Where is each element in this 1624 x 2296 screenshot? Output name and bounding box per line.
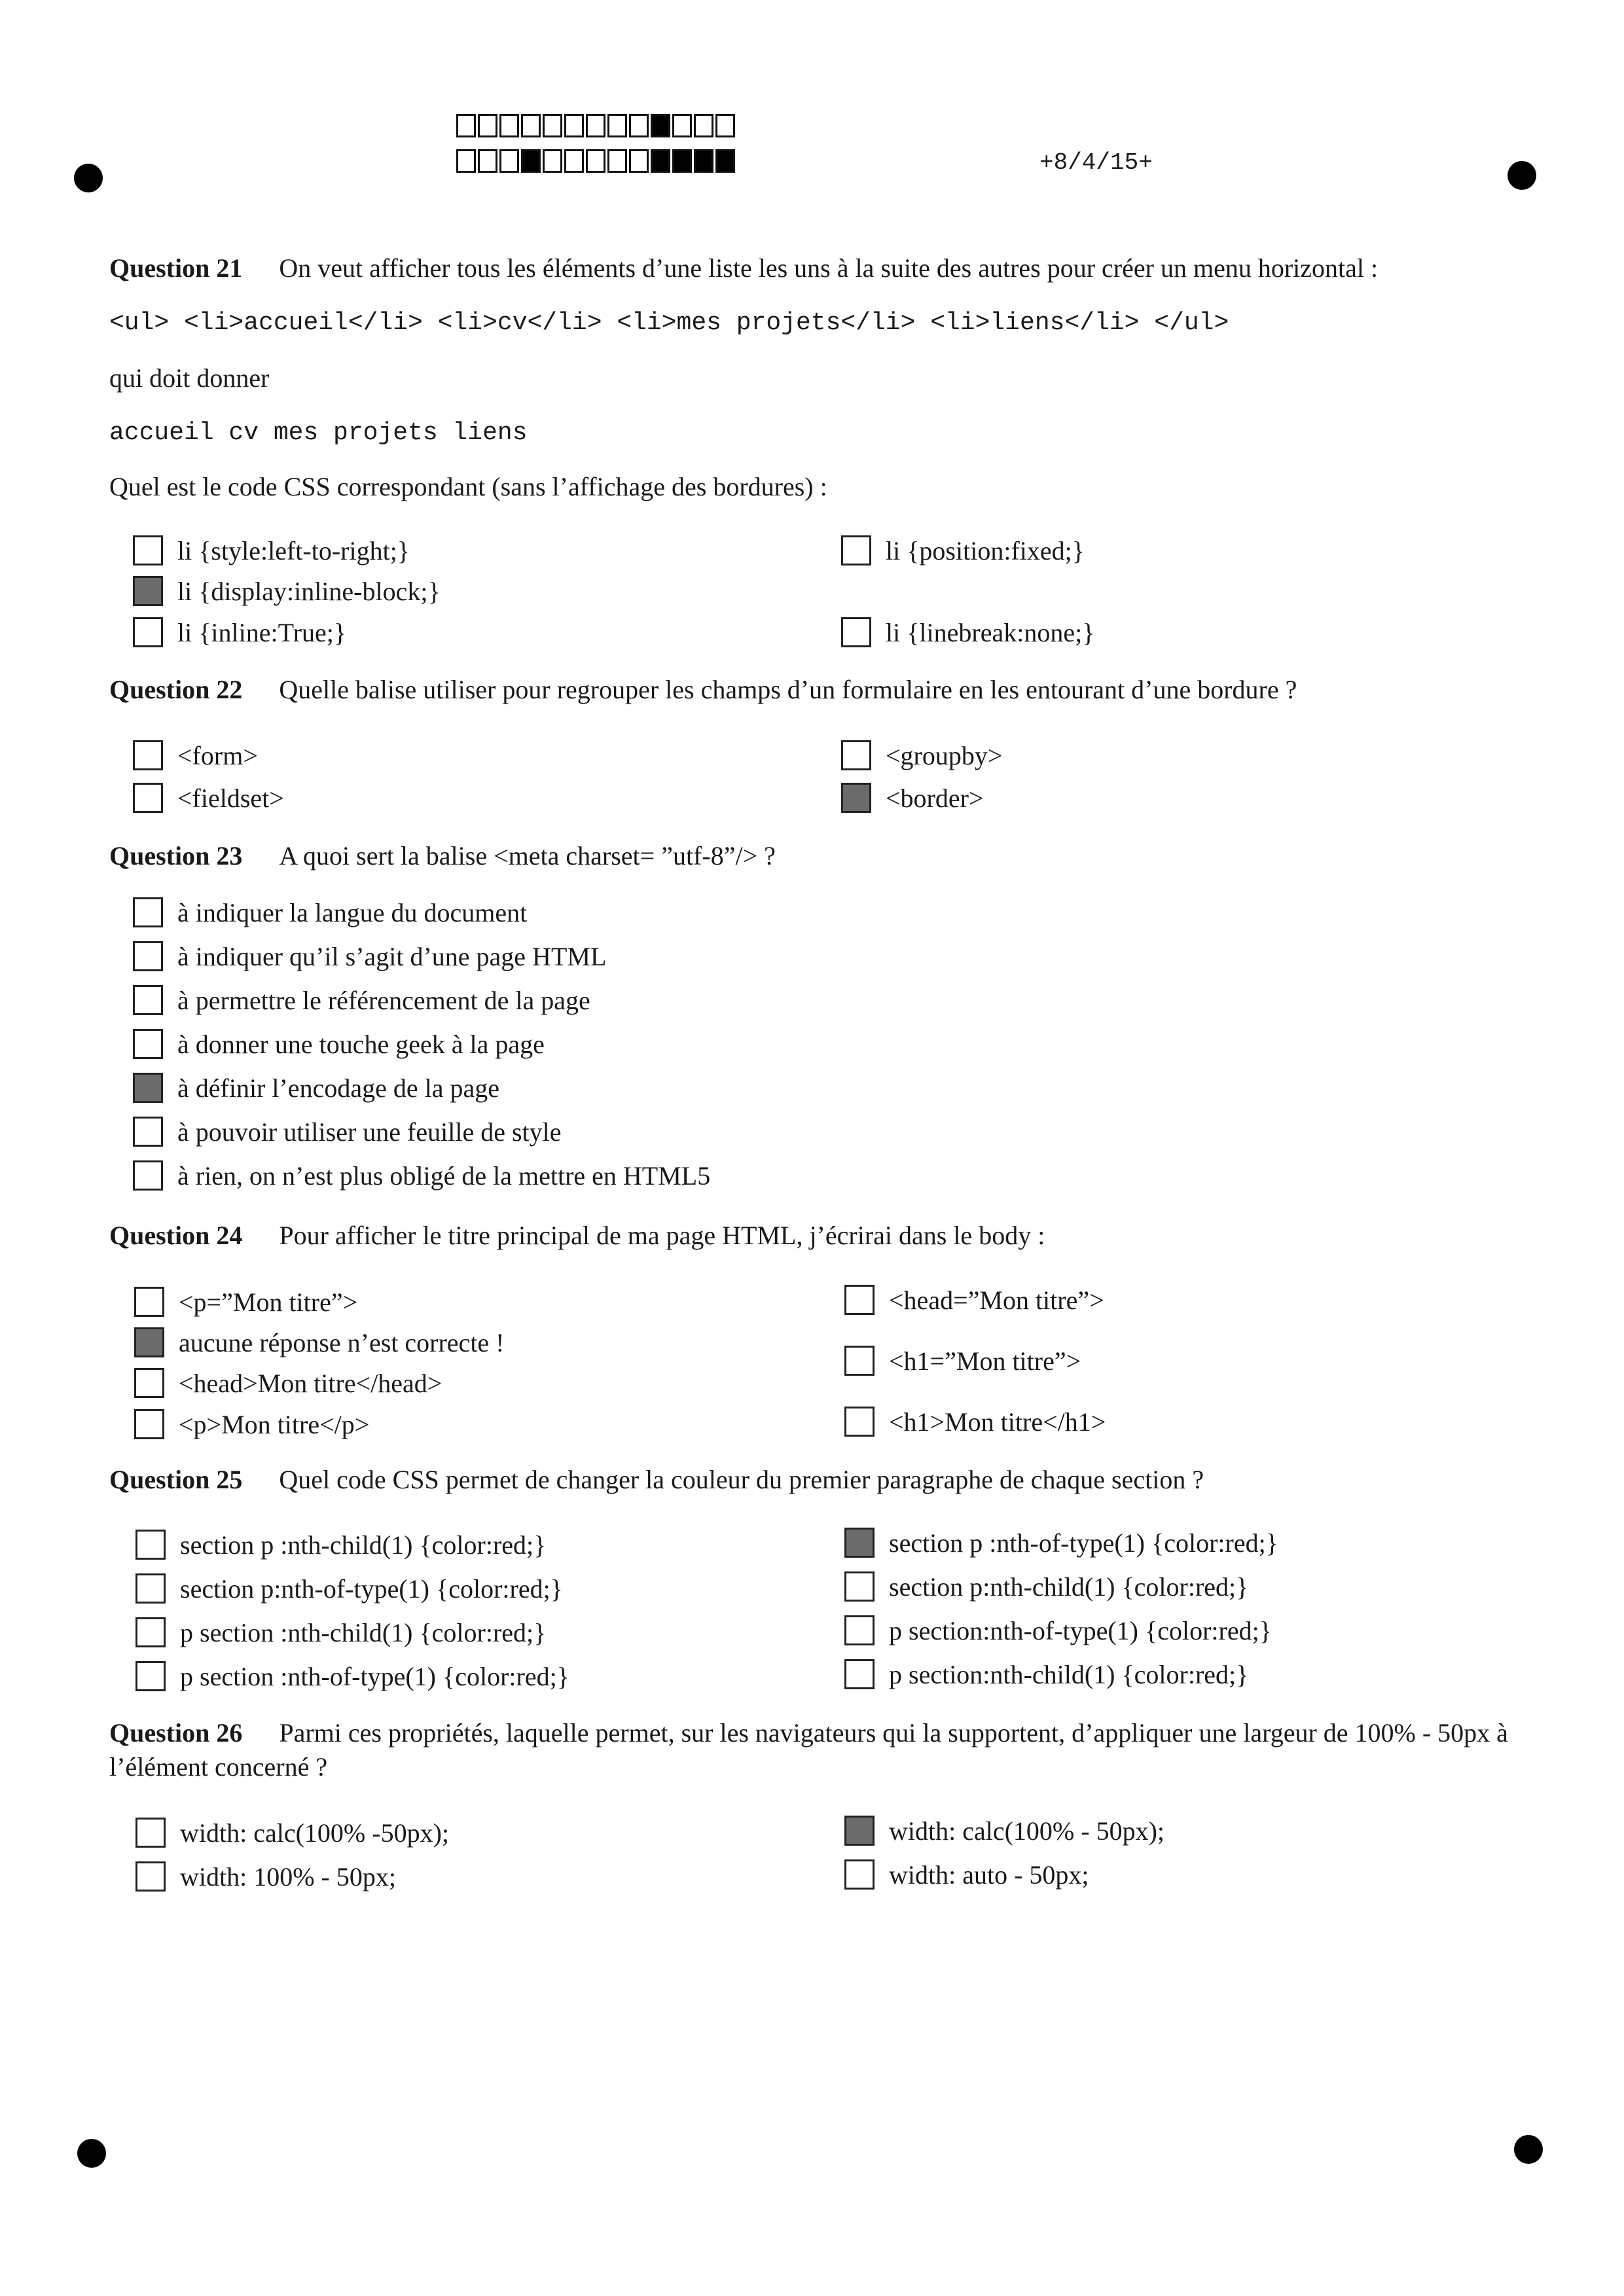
option-label: p section:nth-of-type(1) {color:red;} — [889, 1615, 1272, 1645]
code-cell — [564, 114, 584, 137]
q24-option[interactable] — [134, 1366, 442, 1400]
question-text: Quelle balise utiliser pour regrouper les champs d’un formulaire en les entourant d’une bordure ? — [279, 675, 1297, 704]
option-label: <border> — [886, 783, 984, 813]
checkbox[interactable] — [134, 1287, 164, 1317]
option-label: à permettre le référencement de la page — [177, 985, 590, 1015]
code-cell — [715, 114, 735, 137]
checkbox[interactable] — [133, 617, 163, 647]
q21-text-3: Quel est le code CSS correspondant (sans l’affichage des bordures) : — [109, 472, 827, 501]
q21-result: accueil cv mes projets liens — [109, 419, 528, 447]
q23-option[interactable] — [133, 1158, 710, 1193]
q25-option[interactable] — [844, 1613, 1272, 1647]
code-cell — [607, 149, 627, 173]
q22-option[interactable] — [133, 781, 284, 815]
question-number: Question 26 — [109, 1718, 243, 1748]
option-label: section p:nth-of-type(1) {color:red;} — [180, 1573, 563, 1604]
checkbox[interactable] — [133, 535, 163, 565]
checkbox[interactable] — [135, 1861, 166, 1892]
q26-option[interactable] — [844, 1814, 1164, 1848]
code-cell — [672, 114, 692, 137]
option-label: li {display:inline-block;} — [177, 576, 441, 606]
option-label: <fieldset> — [177, 783, 284, 813]
q24-option[interactable] — [134, 1325, 505, 1359]
question-text: Pour afficher le titre principal de ma page HTML, j’écrirai dans le body : — [279, 1221, 1045, 1250]
q25-option[interactable] — [135, 1571, 563, 1605]
checkbox-checked[interactable] — [841, 783, 871, 813]
checkbox[interactable] — [841, 740, 871, 770]
option-label: width: calc(100% - 50px); — [889, 1816, 1164, 1846]
option-label: <h1=”Mon titre”> — [889, 1346, 1081, 1376]
question-text: Quel code CSS permet de changer la couleur du premier paragraphe de chaque section ? — [279, 1465, 1204, 1494]
checkbox-checked[interactable] — [134, 1327, 164, 1357]
option-label: width: auto - 50px; — [889, 1859, 1089, 1890]
option-label: width: 100% - 50px; — [180, 1861, 396, 1892]
q24-option[interactable] — [134, 1285, 357, 1319]
question-text: Parmi ces propriétés, laquelle permet, sur les navigateurs qui la supportent, d’appliquer une largeur de 100% - 50px à l’élément concerné ? — [109, 1718, 1508, 1782]
registration-mark-bottom-right — [1514, 2135, 1543, 2164]
q23-option[interactable] — [133, 1115, 562, 1149]
question-text: On veut afficher tous les éléments d’une liste les uns à la suite des autres pour créer un menu horizontal : — [279, 253, 1379, 283]
code-cell — [456, 149, 476, 173]
option-label: <groupby> — [886, 740, 1003, 770]
question-21 — [109, 251, 1523, 285]
code-cell — [499, 149, 519, 173]
option-label: à donner une touche geek à la page — [177, 1029, 545, 1059]
page-id: +8/4/15+ — [1039, 149, 1153, 176]
q23-option[interactable] — [133, 983, 590, 1017]
q25-option[interactable] — [844, 1570, 1248, 1604]
code-cell — [564, 149, 584, 173]
code-cell — [586, 149, 605, 173]
q21-text-2: qui doit donner — [109, 363, 270, 393]
checkbox[interactable] — [135, 1617, 166, 1647]
checkbox[interactable] — [134, 1368, 164, 1398]
q21-option[interactable] — [841, 533, 1085, 567]
q21-option[interactable] — [133, 574, 441, 608]
q21-code: <ul> <li>accueil</li> <li>cv</li> <li>mes projets</li> <li>liens</li> </ul> — [109, 309, 1229, 337]
registration-mark-top-left — [74, 164, 103, 192]
q26-option[interactable] — [135, 1816, 449, 1850]
registration-mark-top-right — [1507, 161, 1536, 190]
checkbox[interactable] — [133, 1029, 163, 1059]
question-number: Question 21 — [109, 253, 243, 283]
option-label: <p>Mon titre</p> — [179, 1409, 370, 1439]
option-label: aucune réponse n’est correcte ! — [179, 1327, 505, 1357]
q23-option[interactable] — [133, 895, 527, 929]
checkbox[interactable] — [135, 1573, 166, 1604]
q21-option[interactable] — [133, 533, 410, 567]
checkbox[interactable] — [135, 1530, 166, 1560]
q21-option[interactable] — [133, 615, 346, 649]
checkbox[interactable] — [134, 1409, 164, 1439]
code-cell — [651, 114, 670, 137]
option-label: à pouvoir utiliser une feuille de style — [177, 1117, 562, 1147]
checkbox[interactable] — [133, 740, 163, 770]
option-label: section p :nth-of-type(1) {color:red;} — [889, 1528, 1278, 1558]
question-number: Question 22 — [109, 675, 243, 704]
checkbox[interactable] — [135, 1818, 166, 1848]
option-label: p section :nth-child(1) {color:red;} — [180, 1617, 547, 1647]
code-cell — [607, 114, 627, 137]
checkbox[interactable] — [844, 1615, 875, 1645]
code-cell — [478, 149, 497, 173]
option-label: li {style:left-to-right;} — [177, 535, 410, 565]
checkbox-checked[interactable] — [133, 1073, 163, 1103]
q26-option[interactable] — [135, 1859, 396, 1893]
question-text: A quoi sert la balise <meta charset= ”utf-8”/> ? — [279, 841, 776, 870]
q25-option[interactable] — [844, 1657, 1248, 1691]
option-label: width: calc(100% -50px); — [180, 1818, 449, 1848]
question-25 — [109, 1463, 1523, 1497]
option-label: li {linebreak:none;} — [886, 617, 1095, 647]
option-label: section p:nth-child(1) {color:red;} — [889, 1571, 1249, 1602]
option-label: à indiquer qu’il s’agit d’une page HTML — [177, 941, 607, 971]
code-cell — [521, 114, 541, 137]
q23-option[interactable] — [133, 1071, 499, 1105]
code-cell — [694, 149, 713, 173]
option-label: <head=”Mon titre”> — [889, 1285, 1104, 1315]
option-label: <form> — [177, 740, 258, 770]
checkbox[interactable] — [844, 1659, 875, 1689]
checkbox[interactable] — [133, 941, 163, 971]
question-number: Question 23 — [109, 841, 243, 870]
code-cell — [715, 149, 735, 173]
option-label: section p :nth-child(1) {color:red;} — [180, 1530, 547, 1560]
q21-option[interactable] — [841, 615, 1094, 649]
option-label: à rien, on n’est plus obligé de la mettre en HTML5 — [177, 1160, 711, 1191]
code-cell — [586, 114, 605, 137]
question-26 — [109, 1716, 1523, 1784]
registration-mark-bottom-left — [77, 2139, 106, 2168]
checkbox[interactable] — [844, 1571, 875, 1602]
code-cell — [694, 114, 713, 137]
page-code-row-1 — [456, 114, 737, 137]
question-number: Question 25 — [109, 1465, 243, 1494]
option-label: p section :nth-of-type(1) {color:red;} — [180, 1661, 569, 1691]
checkbox[interactable] — [135, 1661, 166, 1691]
q24-option[interactable] — [844, 1405, 1106, 1439]
checkbox[interactable] — [133, 897, 163, 927]
option-label: <p=”Mon titre”> — [179, 1287, 358, 1317]
q22-option[interactable] — [841, 738, 1002, 772]
checkbox[interactable] — [133, 1117, 163, 1147]
page-code-row-2 — [456, 149, 737, 173]
q26-option[interactable] — [844, 1857, 1089, 1892]
code-cell — [543, 114, 562, 137]
option-label: p section:nth-child(1) {color:red;} — [889, 1659, 1249, 1689]
code-cell — [456, 114, 476, 137]
code-cell — [499, 114, 519, 137]
option-label: <h1>Mon titre</h1> — [889, 1407, 1106, 1437]
checkbox-checked[interactable] — [844, 1528, 875, 1558]
q23-option[interactable] — [133, 1027, 545, 1061]
checkbox[interactable] — [844, 1407, 875, 1437]
q22-option[interactable] — [841, 781, 984, 815]
code-cell — [543, 149, 562, 173]
option-label: à définir l’encodage de la page — [177, 1073, 499, 1103]
code-cell — [672, 149, 692, 173]
checkbox-checked[interactable] — [844, 1816, 875, 1846]
checkbox-checked[interactable] — [133, 576, 163, 606]
q25-option[interactable] — [844, 1526, 1278, 1560]
q23-option[interactable] — [133, 939, 606, 973]
option-label: à indiquer la langue du document — [177, 897, 528, 927]
code-cell — [651, 149, 670, 173]
checkbox[interactable] — [133, 1160, 163, 1191]
code-cell — [629, 114, 649, 137]
question-24 — [109, 1219, 1523, 1253]
checkbox[interactable] — [844, 1859, 875, 1890]
checkbox[interactable] — [133, 985, 163, 1015]
q24-option[interactable] — [844, 1283, 1104, 1317]
q22-option[interactable] — [133, 738, 258, 772]
code-cell — [478, 114, 497, 137]
code-cell — [629, 149, 649, 173]
question-23 — [109, 839, 1523, 873]
option-label: li {position:fixed;} — [886, 535, 1085, 565]
checkbox[interactable] — [844, 1285, 875, 1315]
option-label: <head>Mon titre</head> — [179, 1368, 442, 1398]
q24-option[interactable] — [844, 1344, 1081, 1378]
q25-option[interactable] — [135, 1659, 569, 1693]
q25-option[interactable] — [135, 1615, 546, 1649]
q25-option[interactable] — [135, 1528, 546, 1562]
question-number: Question 24 — [109, 1221, 243, 1250]
question-22 — [109, 673, 1523, 707]
code-cell — [521, 149, 541, 173]
q24-option[interactable] — [134, 1407, 369, 1441]
checkbox[interactable] — [841, 617, 871, 647]
checkbox[interactable] — [844, 1346, 875, 1376]
option-label: li {inline:True;} — [177, 617, 347, 647]
checkbox[interactable] — [841, 535, 871, 565]
checkbox[interactable] — [133, 783, 163, 813]
